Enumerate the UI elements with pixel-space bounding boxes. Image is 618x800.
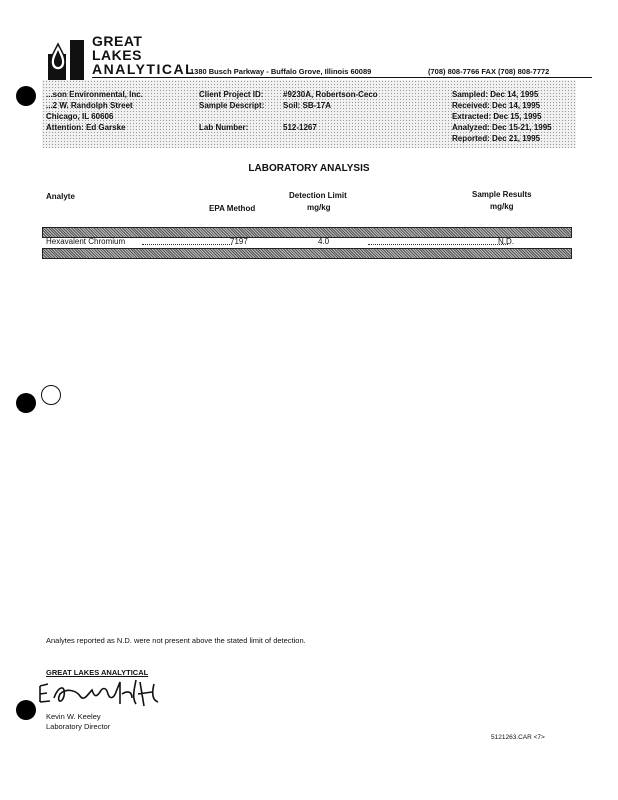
logo-icon <box>44 38 88 82</box>
date-extracted: Extracted: Dec 15, 1995 <box>452 112 542 121</box>
sample-descript-value: Soil: SB-17A <box>283 101 332 110</box>
col-detection-header: Detection Limit <box>289 191 347 200</box>
project-id-label: Client Project ID: <box>199 90 264 99</box>
row-leader-1 <box>142 244 232 245</box>
punch-hole-top <box>16 86 36 106</box>
punch-hole-open <box>41 385 61 405</box>
punch-hole-bottom <box>16 700 36 720</box>
col-method-header: EPA Method <box>209 204 256 213</box>
date-analyzed: Analyzed: Dec 15-21, 1995 <box>452 123 552 132</box>
logo-line-3: ANALYTICAL <box>92 61 196 77</box>
table-row-shaded-bottom <box>42 248 572 259</box>
company-address: 1380 Busch Parkway - Buffalo Grove, Illinois 60089 <box>190 67 372 76</box>
document-code: 5121263.CAR <7> <box>491 734 545 741</box>
page-title: LABORATORY ANALYSIS <box>248 163 370 174</box>
col-detection-units: mg/kg <box>307 203 331 212</box>
date-sampled: Sampled: Dec 14, 1995 <box>452 90 539 99</box>
client-city: Chicago, IL 60606 <box>46 112 114 121</box>
punch-hole-middle <box>16 393 36 413</box>
date-reported: Reported: Dec 21, 1995 <box>452 134 541 143</box>
col-results-header: Sample Results <box>472 190 532 199</box>
row-result: N.D. <box>498 237 514 246</box>
logo-line-1: GREAT <box>92 33 143 49</box>
date-received: Received: Dec 14, 1995 <box>452 101 541 110</box>
sample-descript-label: Sample Descript: <box>199 101 265 110</box>
project-id-value: #9230A, Robertson-Ceco <box>283 90 378 99</box>
company-phone-fax: (708) 808-7766 FAX (708) 808-7772 <box>428 67 550 76</box>
table-row <box>42 237 570 247</box>
row-analyte: Hexavalent Chromium <box>46 237 126 246</box>
logo-line-2: LAKES <box>92 47 142 63</box>
col-analyte-header: Analyte <box>46 192 75 201</box>
col-results-units: mg/kg <box>490 202 514 211</box>
letterhead-rule <box>92 77 592 78</box>
footnote: Analytes reported as N.D. were not present above the stated limit of detection. <box>46 636 306 645</box>
lab-number-value: 512-1267 <box>283 123 317 132</box>
row-method: 7197 <box>230 237 248 246</box>
signer-title: Laboratory Director <box>46 722 111 731</box>
client-name: ...son Environmental, Inc. <box>46 90 143 99</box>
company-logo-text <box>92 34 195 76</box>
signer-name: Kevin W. Keeley <box>46 712 101 721</box>
row-limit: 4.0 <box>318 237 330 246</box>
client-street: ...2 W. Randolph Street <box>46 101 133 110</box>
client-attention: Attention: Ed Garske <box>46 123 126 132</box>
row-leader-2 <box>368 244 508 245</box>
signature-image <box>36 676 176 710</box>
lab-number-label: Lab Number: <box>199 123 249 132</box>
footer-company: GREAT LAKES ANALYTICAL <box>46 668 149 677</box>
